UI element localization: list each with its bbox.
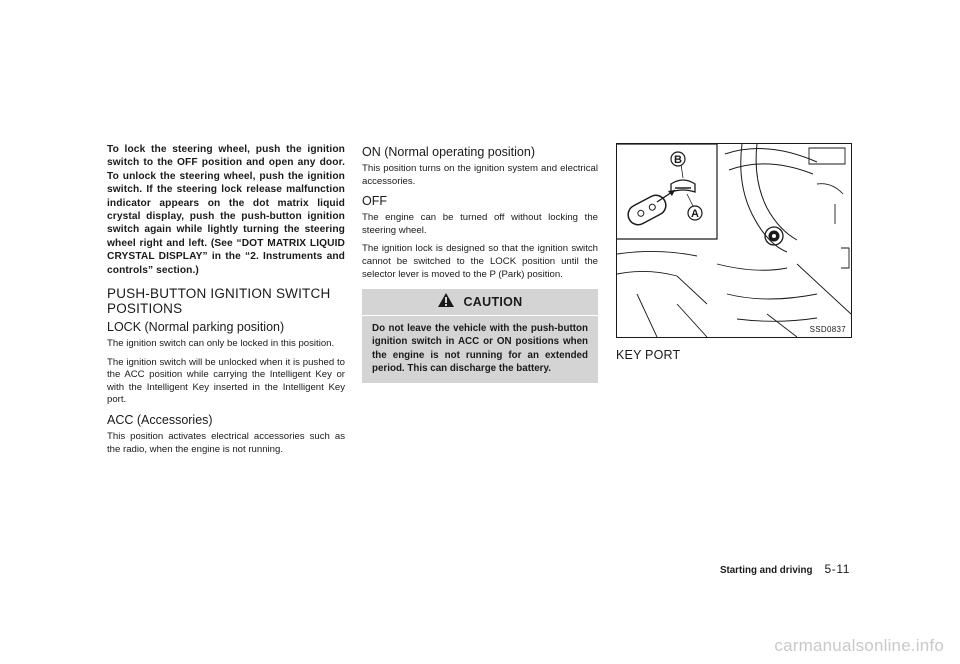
footer-section-title: Starting and driving [719,565,813,576]
label-b: B [674,154,682,166]
off-paragraph-1: The engine can be turned off without locking the steering wheel. [362,212,598,236]
right-column [616,143,852,362]
acc-heading: ACC (Accessories) [107,413,213,428]
key-port-illustration [616,143,852,338]
page-number: 5-11 [824,562,850,576]
caution-title: CAUTION [463,295,523,310]
figure-code: SSD0837 [809,325,846,334]
caution-box [362,289,598,383]
off-heading: OFF [362,194,387,209]
caution-header [362,289,598,316]
section-title: PUSH-BUTTON IGNITION SWITCH POSITIONS [107,286,331,317]
on-paragraph: This position turns on the ignition system and electrical accessories. [362,163,598,187]
steering-lock-intro: To lock the steering wheel, push the ignition switch to the OFF position and open any door. To unlock the steering wheel, push the ignition switch. If the steering lock release malfunction indicator appears on the dot matrix liquid crystal display, push the push-button ignition switch again while lightly turning the steering wheel right and left. (See “DOT MATRIX LIQUID CRYSTAL DISPLAY” in the “2. Instruments and controls” section.) [107,144,345,276]
left-column [107,143,345,462]
watermark: carmanualsonline.info [774,636,944,655]
lock-heading: LOCK (Normal parking position) [107,320,285,335]
figure-caption: KEY PORT [616,348,681,362]
caution-text: Do not leave the vehicle with the push-button ignition switch in ACC or ON positions when the engine is not running for an extended period. This can discharge the battery. [372,323,588,374]
lock-paragraph-1: The ignition switch can only be locked in this position. [107,338,335,350]
label-a: A [691,208,699,220]
off-paragraph-2: The ignition lock is designed so that the ignition switch cannot be switched to the LOCK position until the selector lever is moved to the P (Park) position. [362,243,598,280]
warning-triangle-icon [437,292,455,313]
acc-paragraph: This position activates electrical accessories such as the radio, when the engine is not running. [107,431,345,455]
middle-column [362,143,598,383]
lock-paragraph-2: The ignition switch will be unlocked when it is pushed to the ACC position while carrying the Intelligent Key or with the Intelligent Key inserted in the Intelligent Key port. [107,356,345,406]
key-port-drawing [617,144,851,337]
on-heading: ON (Normal operating position) [362,145,535,159]
page-footer [720,562,850,576]
